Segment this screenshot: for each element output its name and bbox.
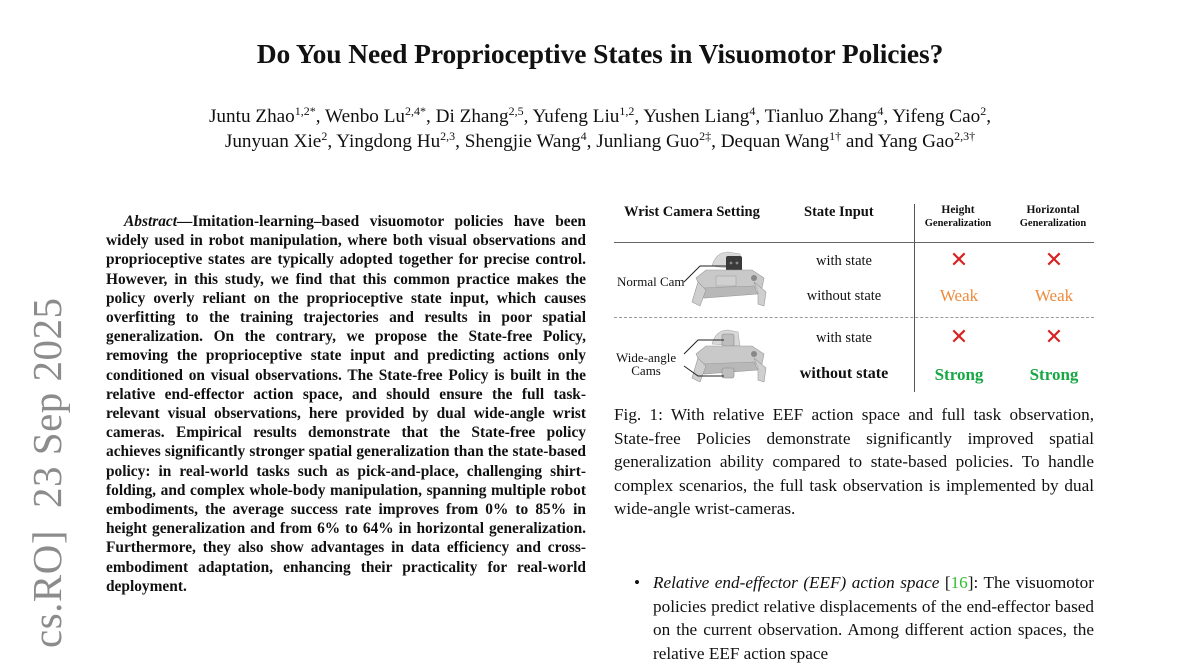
header-horizontal-generalization bbox=[1012, 204, 1094, 240]
author-separator: , bbox=[586, 131, 597, 152]
author-separator: , bbox=[523, 106, 533, 127]
author-affiliation: 2,3 bbox=[440, 129, 456, 143]
cite-bracket-close: ]: bbox=[967, 573, 984, 592]
height-result-weak: Weak bbox=[939, 286, 979, 305]
abstract-text: Imitation-learning–based visuomotor policies have been widely used in robot manipulation, where both visual observations and proprioceptive states are typically adopted together for precise control. However, in this study, we find that this common practice makes the policy overly reliant on the proprioceptive state input, which causes overfitting to the training trajectories and results in poor spatial generalization. On the contrary, we propose the State-free Policy, removing the proprioceptive state input and predicting actions only conditioned on visual observations. The State-free Policy is built in the relative end-effector action space, and should ensure the full task-relevant visual observations, here provided by dual wide-angle wrist cameras. Empirical results demonstrate that the State-free policy achieves significantly stronger spatial generalization than the state-based policy: in real-world tasks such as pick-and-place, challenging shirt-folding, and complex whole-body manipulation, spanning multiple robot embodiments, the average success rate improves from 0% to 85% in height generalization and from 6% to 64% in horizontal generalization. Furthermore, they also show advantages in data efficiency and cross-embodiment adaptation, enhancing their practicality for real-world deployment. bbox=[106, 213, 586, 595]
horizontal-result-strong: Strong bbox=[1029, 365, 1079, 384]
camera-label-line: Normal Cam bbox=[617, 274, 685, 289]
paper-title: Do You Need Proprioceptive States in Visuomotor Policies? bbox=[256, 38, 944, 69]
author-line-2 bbox=[0, 129, 1200, 154]
author-affiliation: 4 bbox=[749, 104, 756, 118]
author-affiliation: 2 bbox=[980, 104, 987, 118]
bullet-text bbox=[653, 571, 1094, 665]
column-divider bbox=[914, 204, 915, 392]
abstract-label: Abstract bbox=[124, 213, 178, 230]
author-name: Wenbo Lu bbox=[325, 106, 406, 127]
horizontal-fail-cross-icon: ✕ bbox=[1044, 248, 1064, 273]
header-height-sub: Generalization bbox=[924, 218, 992, 229]
author-separator: , bbox=[634, 106, 644, 127]
author-name: Dequan Wang bbox=[720, 131, 830, 152]
bullet-marker: • bbox=[634, 573, 641, 592]
height-fail-cross-icon: ✕ bbox=[949, 248, 969, 273]
author-separator: , bbox=[986, 106, 992, 127]
state-input-cell: with state bbox=[816, 330, 872, 346]
camera-label-line: Wide-angle bbox=[616, 350, 677, 365]
figure-1-table bbox=[614, 204, 1094, 394]
author-affiliation: 4 bbox=[877, 104, 884, 118]
state-input-cell: with state bbox=[816, 253, 872, 269]
horizontal-fail-cross-icon: ✕ bbox=[1044, 325, 1064, 350]
author-name: Yushen Liang bbox=[643, 106, 750, 127]
arxiv-category: cs.RO] bbox=[24, 529, 70, 648]
author-name: Yang Gao bbox=[877, 131, 955, 152]
author-affiliation: 2‡ bbox=[699, 129, 712, 143]
author-affiliation: 2 bbox=[321, 129, 328, 143]
header-height-label: Height bbox=[941, 204, 975, 216]
horizontal-result-weak: Weak bbox=[1034, 286, 1074, 305]
author-affiliation: 4 bbox=[580, 129, 587, 143]
state-input-cell: without state bbox=[806, 288, 882, 304]
author-line-1 bbox=[0, 104, 1200, 129]
author-separator: , bbox=[315, 106, 326, 127]
author-list bbox=[0, 104, 1200, 154]
author-separator: , bbox=[455, 131, 465, 152]
author-name: Shengjie Wang bbox=[464, 131, 581, 152]
author-affiliation: 2,3† bbox=[954, 129, 976, 143]
header-wrist-camera: Wrist Camera Setting bbox=[624, 204, 760, 220]
author-name: Yufeng Liu bbox=[532, 106, 620, 127]
author-separator: , bbox=[755, 106, 765, 127]
bullet-list bbox=[634, 571, 1094, 665]
abstract bbox=[106, 212, 586, 596]
height-fail-cross-icon: ✕ bbox=[949, 325, 969, 350]
author-separator: , bbox=[327, 131, 337, 152]
cite-bracket-open: [ bbox=[939, 573, 951, 592]
bullet-item bbox=[634, 571, 1094, 665]
author-name: Yingdong Hu bbox=[336, 131, 441, 152]
author-affiliation: 1† bbox=[829, 129, 842, 143]
bullet-term: Relative end-effector (EEF) action space bbox=[653, 573, 940, 592]
citation-link[interactable]: 16 bbox=[950, 573, 968, 592]
camera-label-wide-angle bbox=[616, 351, 676, 377]
author-separator: , bbox=[711, 131, 721, 152]
author-name: Juntu Zhao bbox=[208, 106, 295, 127]
author-affiliation: 2,5 bbox=[508, 104, 524, 118]
header-horizontal-sub: Generalization bbox=[1019, 218, 1087, 229]
author-name: Di Zhang bbox=[435, 106, 509, 127]
author-affiliation: 1,2 bbox=[619, 104, 635, 118]
author-name: Tianluo Zhang bbox=[764, 106, 878, 127]
camera-label-normal bbox=[617, 275, 685, 288]
author-affiliation: 1,2* bbox=[294, 104, 316, 118]
header-height-generalization bbox=[912, 204, 1004, 240]
bullet-body: The visuomotor policies predict relative displacements of the end-effector based on the current observation. Among different action spaces, the relative EEF action space bbox=[653, 573, 1094, 663]
arxiv-stamp bbox=[23, 297, 71, 648]
camera-label-line: Cams bbox=[631, 363, 661, 378]
header-state-input: State Input bbox=[804, 204, 874, 220]
author-name: Junliang Guo bbox=[596, 131, 700, 152]
author-name: Yifeng Cao bbox=[892, 106, 981, 127]
arxiv-date: 23 Sep 2025 bbox=[24, 297, 70, 508]
author-separator: , bbox=[426, 106, 436, 127]
author-separator: and bbox=[841, 131, 878, 152]
author-separator: , bbox=[883, 106, 893, 127]
author-affiliation: 2,4* bbox=[405, 104, 427, 118]
state-input-cell: without state bbox=[799, 365, 889, 382]
abstract-dash: — bbox=[177, 213, 193, 230]
figure-caption: Fig. 1: With relative EEF action space and full task observation, State-free Policies demonstrate significantly improved spatial generalization ability compared to state-based policies. To handle complex scenarios, the full task observation is implemented by dual wide-angle wrist-cameras. bbox=[614, 405, 1094, 518]
height-result-strong: Strong bbox=[934, 365, 984, 384]
author-name: Junyuan Xie bbox=[224, 131, 322, 152]
header-horizontal-label: Horizontal bbox=[1026, 204, 1080, 216]
